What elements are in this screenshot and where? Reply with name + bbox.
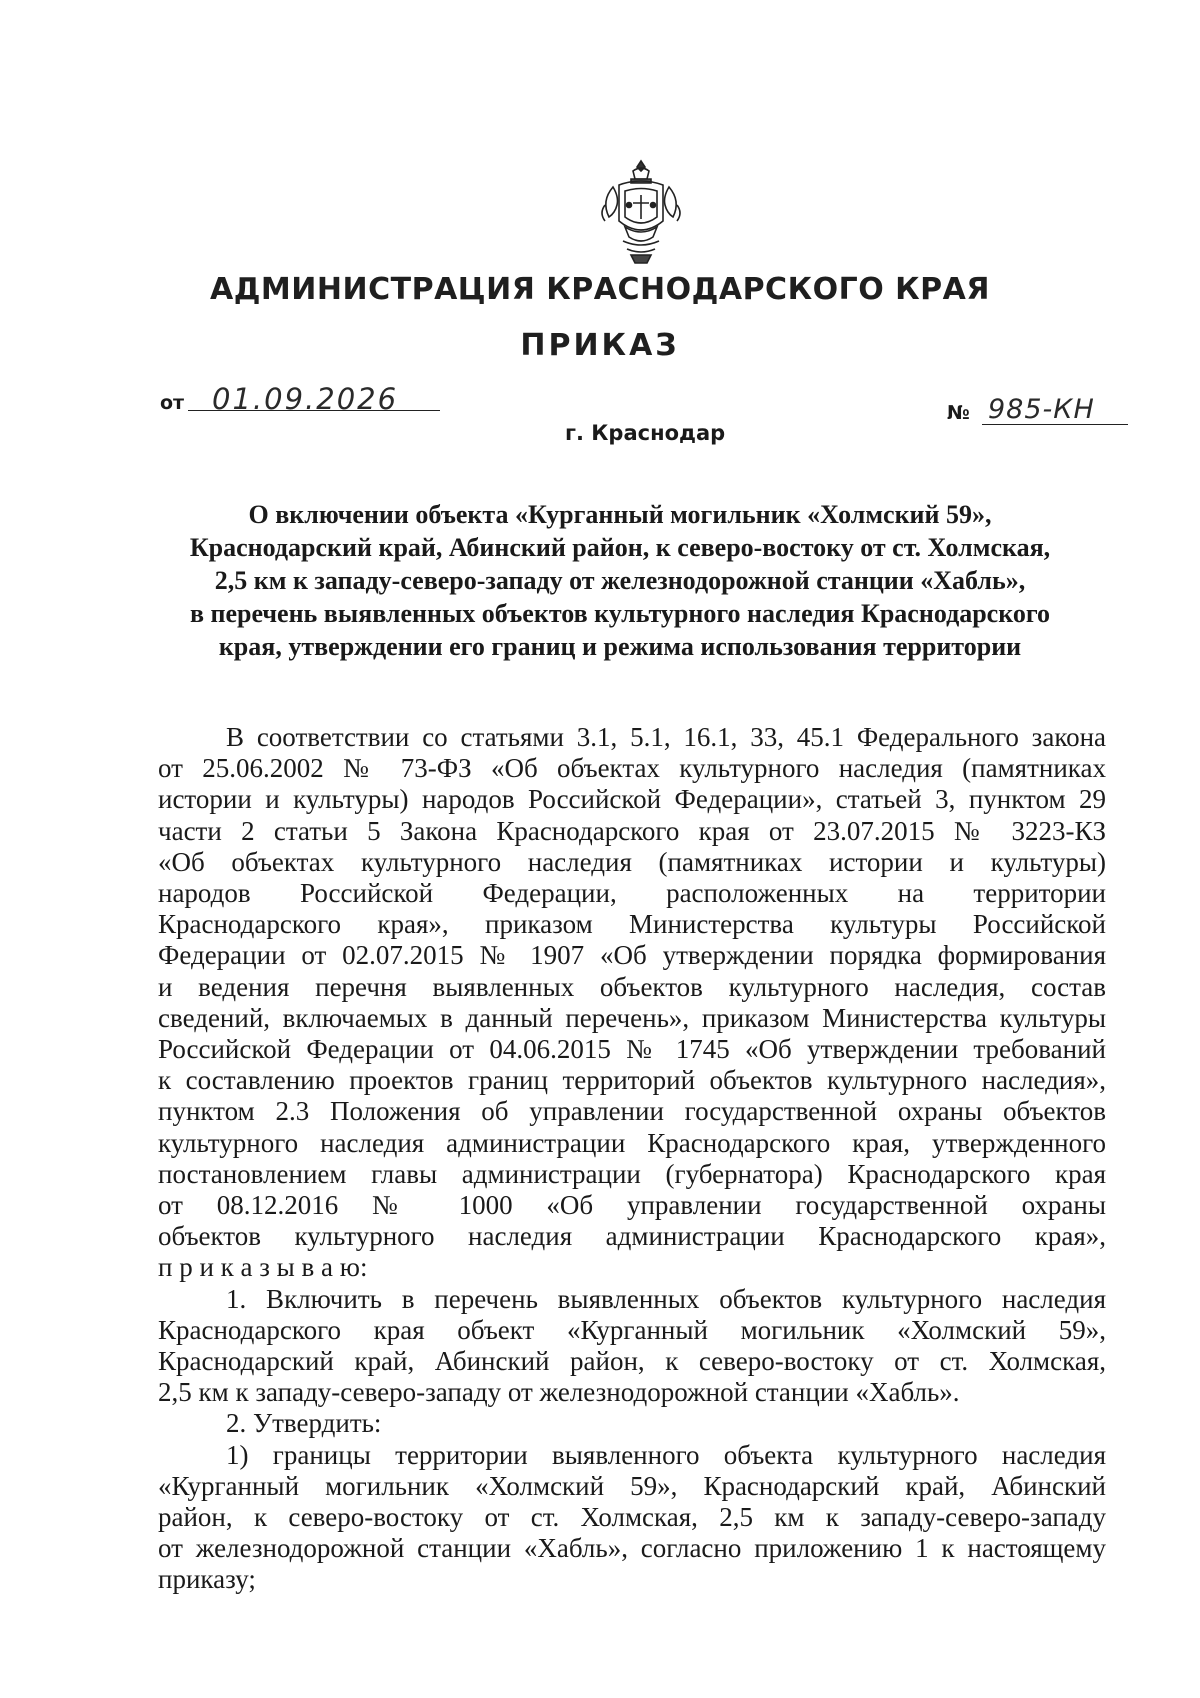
- body-line: район, к северо-востоку от ст. Холмская, 2,5 км к западу-северо-западу: [158, 1502, 1106, 1533]
- number-label: №: [947, 402, 970, 424]
- body-line: Федерации от 02.07.2015 № 1907 «Об утверждении порядка формирования: [158, 940, 1106, 971]
- city-name: г. Краснодар: [565, 421, 726, 445]
- body-line: 2,5 км к западу-северо-западу от железнодорожной станции «Хабль».: [158, 1377, 960, 1408]
- body-line: и ведения перечня выявленных объектов культурного наследия, состав: [158, 971, 1106, 1002]
- document-type: ПРИКАЗ: [520, 328, 680, 363]
- body-line: от 25.06.2002 № 73-ФЗ «Об объектах культурного наследия (памятниках: [158, 753, 1106, 784]
- title-line: края, утверждении его границ и режима использования территории: [218, 632, 1022, 661]
- body-line: Краснодарского края объект «Курганный могильник «Холмский 59»,: [158, 1314, 1106, 1345]
- body-line: п р и к а з ы в а ю:: [158, 1252, 368, 1283]
- body-line: народов Российской Федерации, расположенных на территории: [158, 878, 1106, 909]
- body-line: «Курганный могильник «Холмский 59», Краснодарский край, Абинский: [158, 1470, 1106, 1501]
- title-line: в перечень выявленных объектов культурного наследия Краснодарского: [189, 599, 1051, 628]
- body-line: культурного наследия администрации Краснодарского края, утвержденного: [158, 1127, 1106, 1158]
- body-line: В соответствии со статьями 3.1, 5.1, 16.1, 33, 45.1 Федерального закона: [226, 722, 1106, 752]
- organization-name: АДМИНИСТРАЦИЯ КРАСНОДАРСКОГО КРАЯ: [210, 272, 990, 307]
- body-line: истории и культуры) народов Российской Федерации», статьей 3, пунктом 29: [158, 784, 1106, 815]
- body-line: приказу;: [158, 1564, 256, 1595]
- body-line: 1) границы территории выявленного объекта культурного наследия: [226, 1439, 1106, 1470]
- number-value: 985-КН: [988, 394, 1095, 425]
- body-line: 1. Включить в перечень выявленных объектов культурного наследия: [226, 1283, 1106, 1314]
- body-line: сведений, включаемых в данный перечень», приказом Министерства культуры: [158, 1002, 1106, 1033]
- body-line: Краснодарского края», приказом Министерства культуры Российской: [158, 909, 1106, 940]
- body-line: «Об объектах культурного наследия (памятниках истории и культуры): [158, 846, 1106, 877]
- body-line: Краснодарский край, Абинский район, к северо-востоку от ст. Холмская,: [158, 1346, 1106, 1377]
- coat-of-arms-icon: [595, 157, 687, 267]
- body-line: Российской Федерации от 04.06.2015 № 1745 «Об утверждении требований: [158, 1034, 1106, 1065]
- body-line: части 2 статьи 5 Закона Краснодарского края от 23.07.2015 № 3223-КЗ: [158, 815, 1106, 846]
- body-line: к составлению проектов границ территорий объектов культурного наследия»,: [158, 1065, 1106, 1096]
- title-line: О включении объекта «Курганный могильник «Холмский 59»,: [248, 500, 992, 529]
- date-value: 01.09.2026: [212, 382, 399, 416]
- body-line: объектов культурного наследия администрации Краснодарского края»,: [158, 1221, 1106, 1252]
- date-label: от: [160, 392, 185, 414]
- document-title: [130, 498, 1110, 663]
- title-line: Краснодарский край, Абинский район, к северо-востоку от ст. Холмская,: [189, 533, 1051, 562]
- body-line: от 08.12.2016 № 1000 «Об управлении государственной охраны: [158, 1190, 1106, 1221]
- document-body: [158, 722, 1106, 1596]
- body-line: 2. Утвердить:: [226, 1408, 382, 1439]
- title-line: 2,5 км к западу-северо-западу от железнодорожной станции «Хабль»,: [214, 566, 1026, 595]
- body-line: пунктом 2.3 Положения об управлении государственной охраны объектов: [158, 1096, 1106, 1127]
- body-line: от железнодорожной станции «Хабль», согласно приложению 1 к настоящему: [158, 1533, 1106, 1564]
- body-line: постановлением главы администрации (губернатора) Краснодарского края: [158, 1158, 1106, 1189]
